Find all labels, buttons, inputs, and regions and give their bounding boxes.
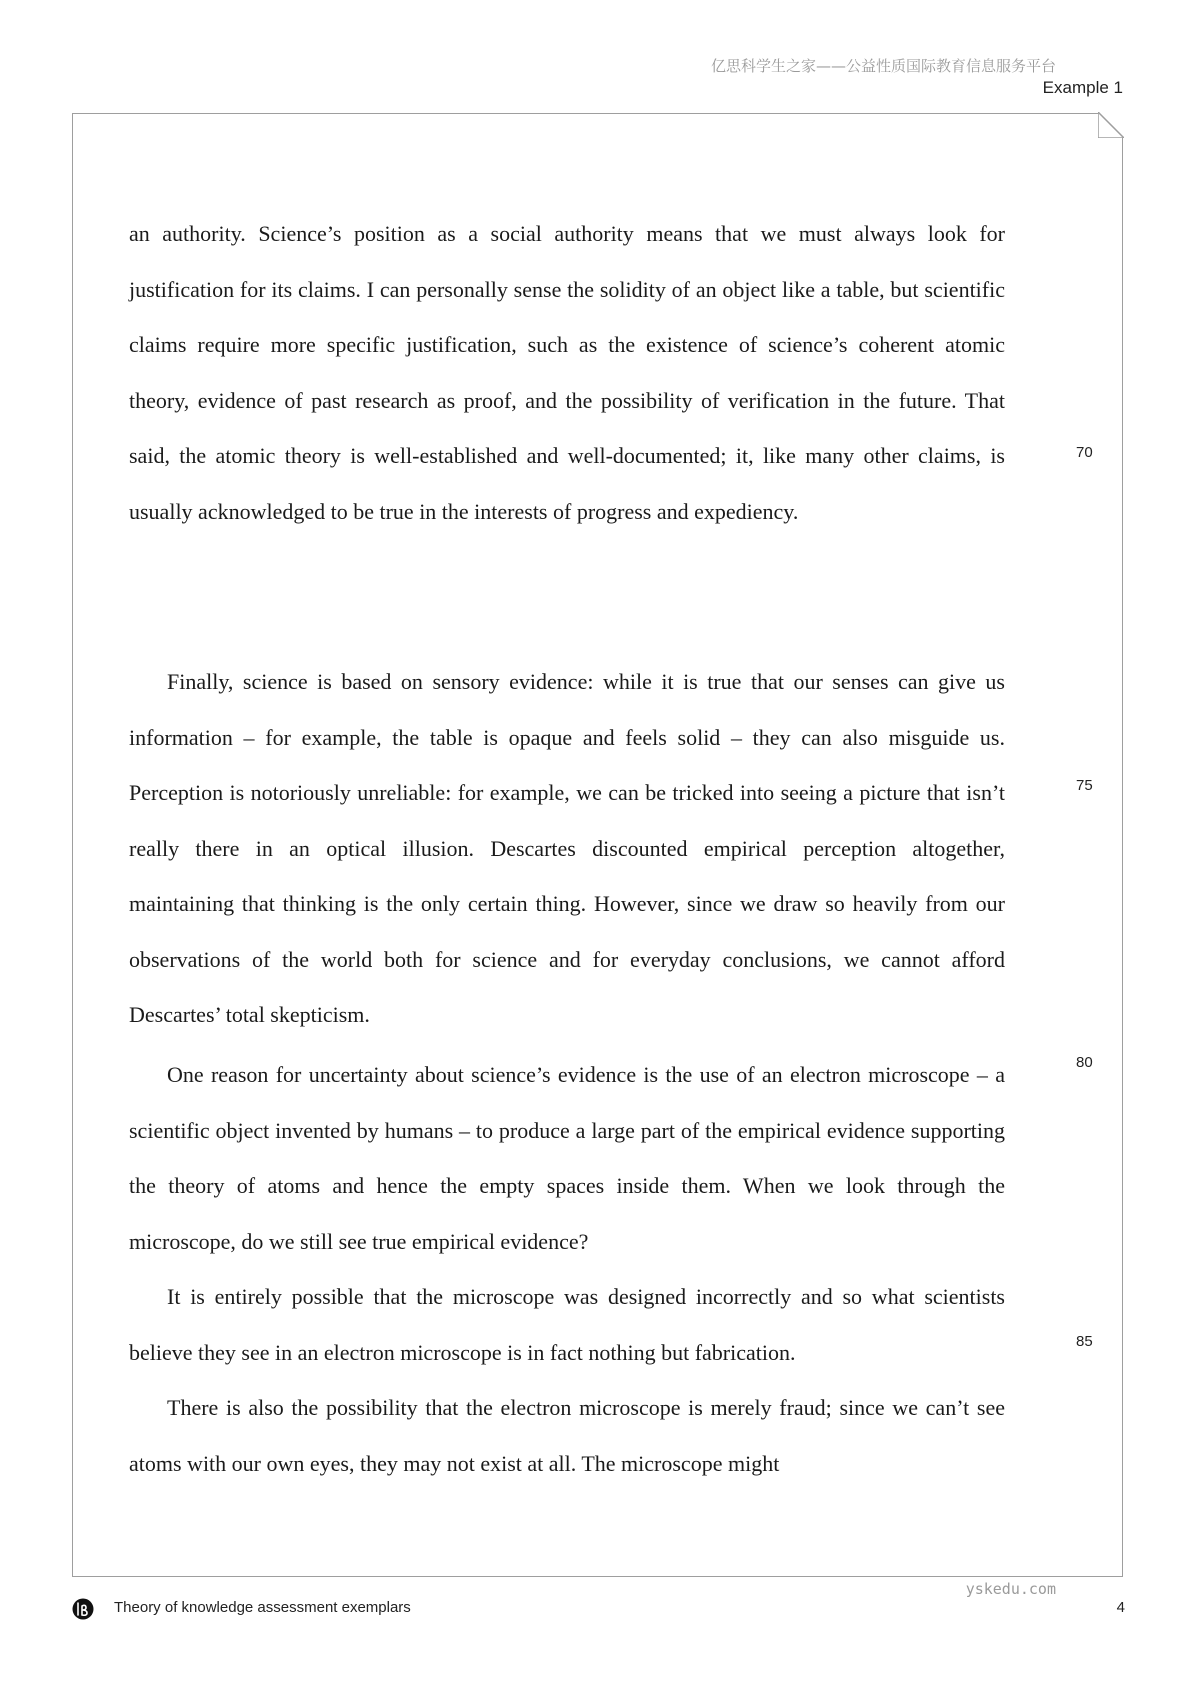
paragraph-authority: an authority. Science’s position as a social authority means that we must always look for justification for its claims. I can personally sense the solidity of an object like a table, but scientific claims require more specific justification, such as the existence of science’s coherent atomic theory, evidence of past research as proof, and the possibility of verification in the future. That said, the atomic theory is well-established and well-documented; it, like many other claims, is usually acknowledged to be true in the interests of progress and expediency.	[129, 221, 1005, 524]
line-number: 70	[1076, 444, 1093, 461]
page-number: 4	[1116, 1599, 1125, 1616]
line-number: 75	[1076, 777, 1093, 794]
example-label: Example 1	[1042, 78, 1123, 97]
page-fold-icon	[1098, 112, 1124, 138]
paragraph-sensory-evidence: Finally, science is based on sensory evidence: while it is true that our senses can give us information – for example, the table is opaque and feels solid – they can also misguide us. Perception is notoriously unreliable: for example, we can be tricked into seeing a picture that isn’t really there in an optical illusion. Descartes discounted empirical perception altogether, maintaining that thinking is the only certain thing. However, since we draw so heavily from our observations of the world both for science and for everyday conclusions, we cannot afford Descartes’ total skepticism.	[129, 669, 1005, 1027]
footer-title: Theory of knowledge assessment exemplars	[114, 1599, 411, 1616]
paragraph-microscope-design: It is entirely possible that the microscope was designed incorrectly and so what scientists believe they see in an electron microscope is in fact nothing but fabrication.	[129, 1284, 1005, 1365]
document-frame	[72, 113, 1123, 1577]
ib-logo-icon	[72, 1598, 94, 1620]
paragraph-electron-microscope: One reason for uncertainty about science’s evidence is the use of an electron microscope – a scientific object invented by humans – to produce a large part of the empirical evidence supporting the theory of atoms and hence the empty spaces inside them. When we look through the microscope, do we still see true empirical evidence?	[129, 1062, 1005, 1254]
footer-watermark-url: yskedu.com	[965, 1580, 1056, 1598]
line-number: 85	[1076, 1333, 1093, 1350]
watermark-text: 亿思科学生之家——公益性质国际教育信息服务平台	[710, 57, 1056, 75]
line-number: 80	[1076, 1054, 1093, 1071]
paragraph-microscope-fraud: There is also the possibility that the electron microscope is merely fraud; since we can’t see atoms with our own eyes, they may not exist at all. The microscope might	[129, 1395, 1005, 1476]
